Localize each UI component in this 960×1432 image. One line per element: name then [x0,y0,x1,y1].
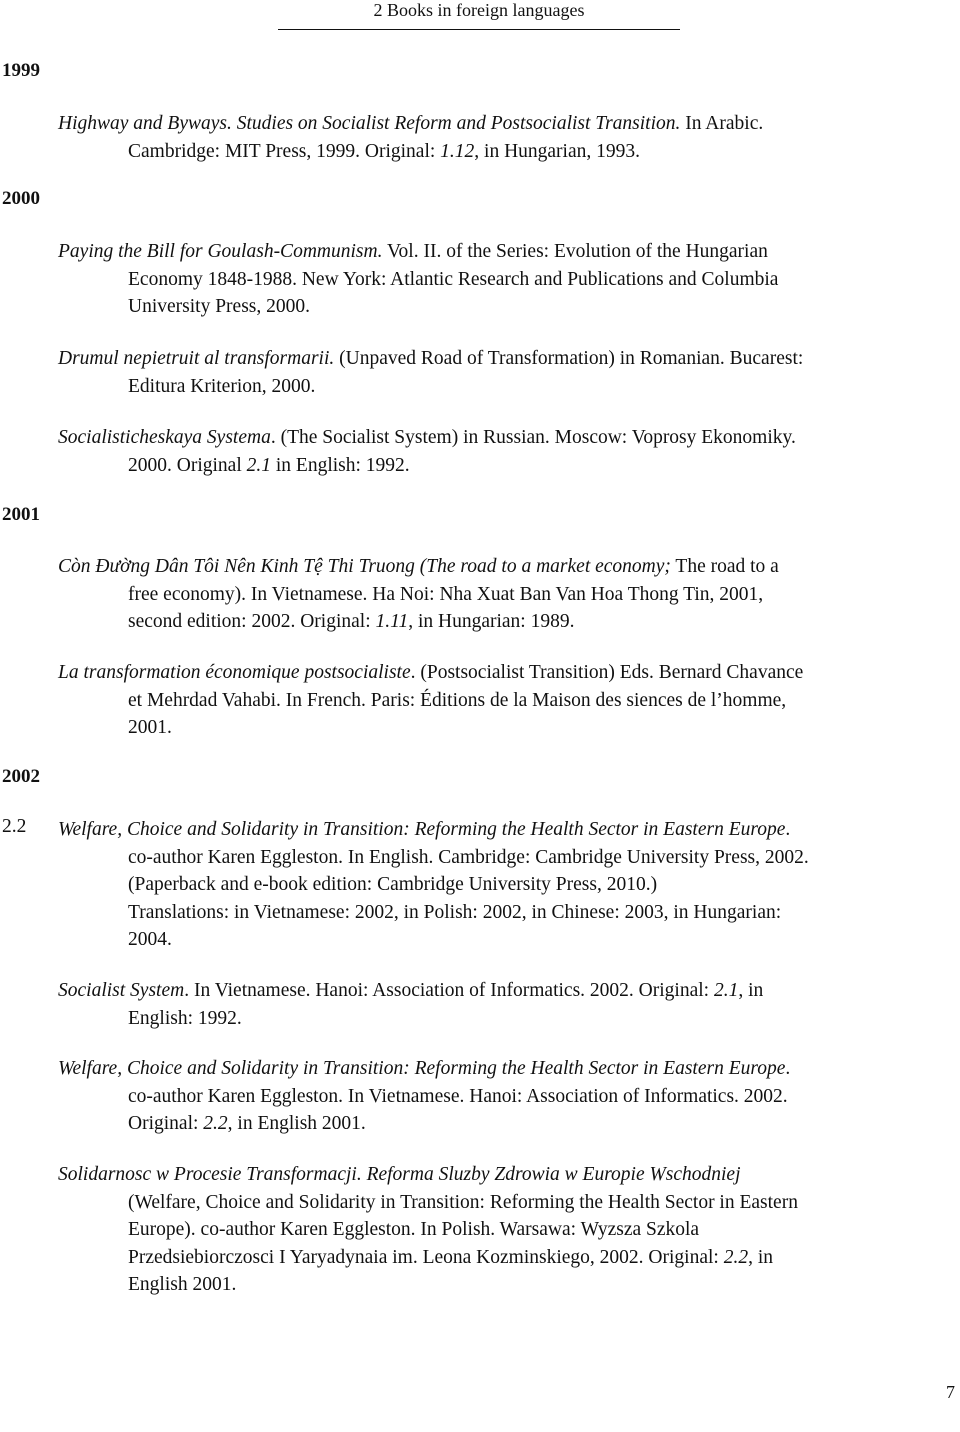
book-entry-socialisticheskaya-systema [58,424,958,479]
year-heading-2000: 2000 [2,188,40,209]
entry-title: Highway and Byways. Studies on Socialist Reform and Postsocialist Transition. [58,113,681,134]
entry-line [58,452,958,480]
book-entry-paying-the-bill [58,238,958,321]
entry-line [58,1244,958,1272]
entry-text: , in Hungarian, 1993. [474,140,641,162]
year-heading-2002: 2002 [2,766,40,787]
book-entry-drumul-nepietruit [58,345,958,400]
book-entry-con-duong [58,553,958,636]
entry-line [58,238,958,266]
entry-text: , in [738,980,764,1001]
book-entry-solidarnosc [58,1161,958,1299]
year-heading-1999: 1999 [2,60,40,81]
entry-line [58,608,958,636]
entry-text: Vol. II. of the Series: Evolution of the Hungarian [382,241,768,262]
entry-text: second edition: 2002. Original: [128,611,376,632]
entry-text: . (Postsocialist Transition) Eds. Bernard Chavance [410,662,804,683]
entry-text: , in [748,1246,773,1268]
entry-number: 2.2 [2,816,27,837]
entry-line: Editura Kriterion, 2000. [128,375,316,397]
entry-line: co-author Karen Eggleston. In English. Cambridge: Cambridge University Press, 2002. [128,846,809,868]
entry-text: (Unpaved Road of Transformation) in Romanian. Bucarest: [334,348,804,369]
entry-ref: 1.11 [375,611,409,632]
entry-title: Drumul nepietruit al transformarii. [58,348,335,369]
entry-line [58,345,958,373]
entry-line: Europe). co-author Karen Eggleston. In Polish. Warsawa: Wyzsza Szkola [128,1219,700,1240]
entry-text: , in Hungarian: 1989. [408,611,575,632]
entry-title: Socialist System [58,980,185,1001]
entry-text: Przedsiebiorczosci I Yaryadynaia im. Leona Kozminskiego, 2002. Original: [128,1246,724,1268]
entry-text: ). In Vietnamese. Ha Noi: Nha Xuat Ban Van Hoa Thong Tin, 2001, [234,583,764,605]
entry-line: Economy 1848-1988. New York: Atlantic Research and Publications and Columbia [128,268,779,290]
entry-text: . [785,1058,791,1079]
entry-line [58,138,958,166]
entry-line: (Welfare, Choice and Solidarity in Transition: Reforming the Health Sector in Eastern [128,1191,798,1213]
entry-text: Original: [128,1113,204,1134]
entry-line: (Paperback and e-book edition: Cambridge University Press, 2010.) [128,874,658,895]
entry-text: Cambridge: MIT Press, 1999. Original: [128,140,441,162]
entry-line [58,1110,958,1138]
entry-title: Socialisticheskaya Systema [58,427,271,448]
entry-ref: 2.1 [246,454,271,476]
entry-line: Translations: in Vietnamese: 2002, in Polish: 2002, in Chinese: 2003, in Hungarian: [128,901,782,923]
entry-line: 2001. [128,717,172,738]
header-rule [278,29,680,30]
entry-line [58,581,958,609]
book-entry-highway-and-byways [58,110,958,165]
page-number: 7 [946,1382,955,1402]
entry-title: Còn Đường Dân Tôi Nên Kinh Tệ Thi Truong (The road to a market economy; [58,556,671,577]
book-entry-welfare-choice-vietnamese [58,1055,958,1138]
entry-line [58,110,958,138]
entry-text: . [785,819,791,840]
book-entry-welfare-choice-english [58,816,958,954]
entry-title: La transformation économique postsocialiste [58,662,411,683]
entry-line [58,659,958,687]
entry-text: . (The Socialist System) in Russian. Moscow: Voprosy Ekonomiky. [270,427,796,448]
entry-line: English 2001. [128,1274,237,1295]
entry-text: In Arabic. [680,113,764,134]
page-header: 2 Books in foreign languages [373,0,585,20]
entry-line: 2004. [128,929,172,950]
book-entry-socialist-system-vietnamese [58,977,958,1032]
entry-line: Solidarnosc w Procesie Transformacji. Reforma Sluzby Zdrowia w Europie Wschodniej [58,1164,741,1185]
entry-line: University Press, 2000. [128,296,310,317]
entry-line: English: 1992. [128,1007,242,1029]
entry-text: 2000. Original [128,454,247,476]
entry-line: co-author Karen Eggleston. In Vietnamese. Hanoi: Association of Informatics. 2002. [128,1085,788,1107]
entry-text: free economy [128,583,235,605]
entry-title: Welfare, Choice and Solidarity in Transition: Reforming the Health Sector in Eastern Europe [58,819,786,840]
entry-ref: 2.2 [723,1246,749,1268]
entry-text: , in English 2001. [227,1113,366,1134]
entry-ref: 2.2 [203,1113,228,1134]
entry-line [58,816,958,844]
entry-text: in English: 1992. [270,454,410,476]
book-entry-la-transformation [58,659,958,742]
entry-line [58,424,958,452]
entry-ref: 1.12 [440,140,475,162]
entry-line [58,553,958,581]
entry-ref: 2.1 [713,980,739,1001]
entry-text: . In Vietnamese. Hanoi: Association of Informatics. 2002. Original: [184,980,714,1001]
entry-title: Welfare, Choice and Solidarity in Transition: Reforming the Health Sector in Eastern Europe [58,1058,786,1079]
entry-line: et Mehrdad Vahabi. In French. Paris: Éditions de la Maison des siences de l’homme, [128,689,787,711]
entry-title: Paying the Bill for Goulash-Communism. [58,241,383,262]
entry-text: The road to a [670,556,779,577]
year-heading-2001: 2001 [2,504,40,525]
entry-line [58,1055,958,1083]
entry-line [58,977,958,1005]
